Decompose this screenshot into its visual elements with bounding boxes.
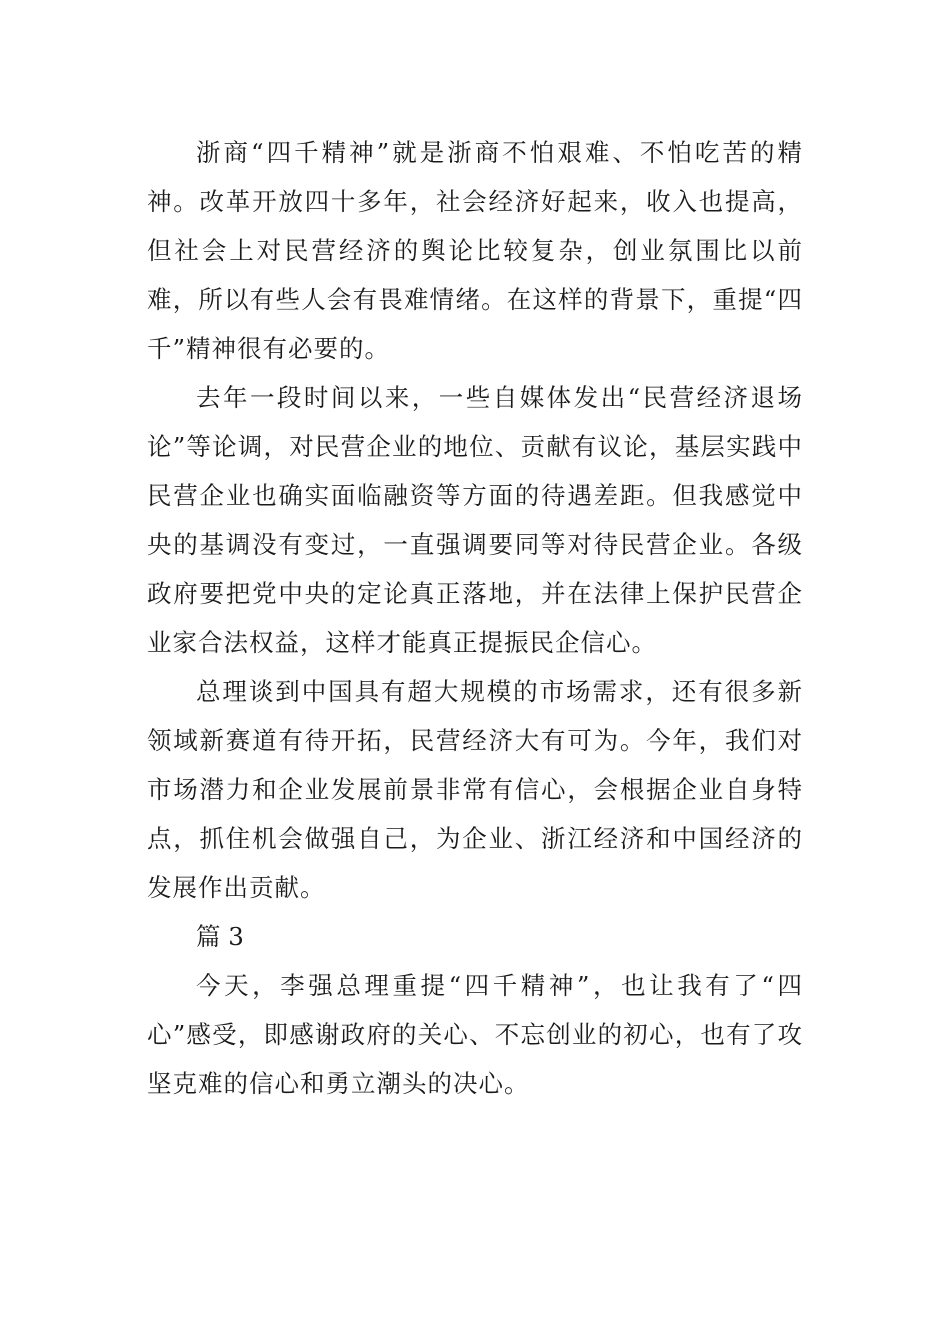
paragraph-1: 浙商“四千精神”就是浙商不怕艰难、不怕吃苦的精神。改革开放四十多年，社会经济好起来，收入也提高，但社会上对民营经济的舆论比较复杂，创业氛围比以前难，所以有些人会有畏难情绪。在这样的背景下，重提“四千”精神很有必要的。 [147,138,803,363]
section-heading: 篇 3 [196,922,244,951]
paragraph-3: 总理谈到中国具有超大规模的市场需求，还有很多新领域新赛道有待开拓，民营经济大有可为。今年，我们对市场潜力和企业发展前景非常有信心，会根据企业自身特点，抓住机会做强自己，为企业、浙江经济和中国经济的发展作出贡献。 [147,677,803,902]
paragraph-4: 今天，李强总理重提“四千精神”，也让我有了“四心”感受，即感谢政府的关心、不忘创业的初心，也有了攻坚克难的信心和勇立潮头的决心。 [147,971,803,1098]
document-body [147,128,803,1108]
paragraph-2: 去年一段时间以来，一些自媒体发出“民营经济退场论”等论调，对民营企业的地位、贡献有议论，基层实践中民营企业也确实面临融资等方面的待遇差距。但我感觉中央的基调没有变过，一直强调要同等对待民营企业。各级政府要把党中央的定论真正落地，并在法律上保护民营企业家合法权益，这样才能真正提振民企信心。 [147,383,803,657]
